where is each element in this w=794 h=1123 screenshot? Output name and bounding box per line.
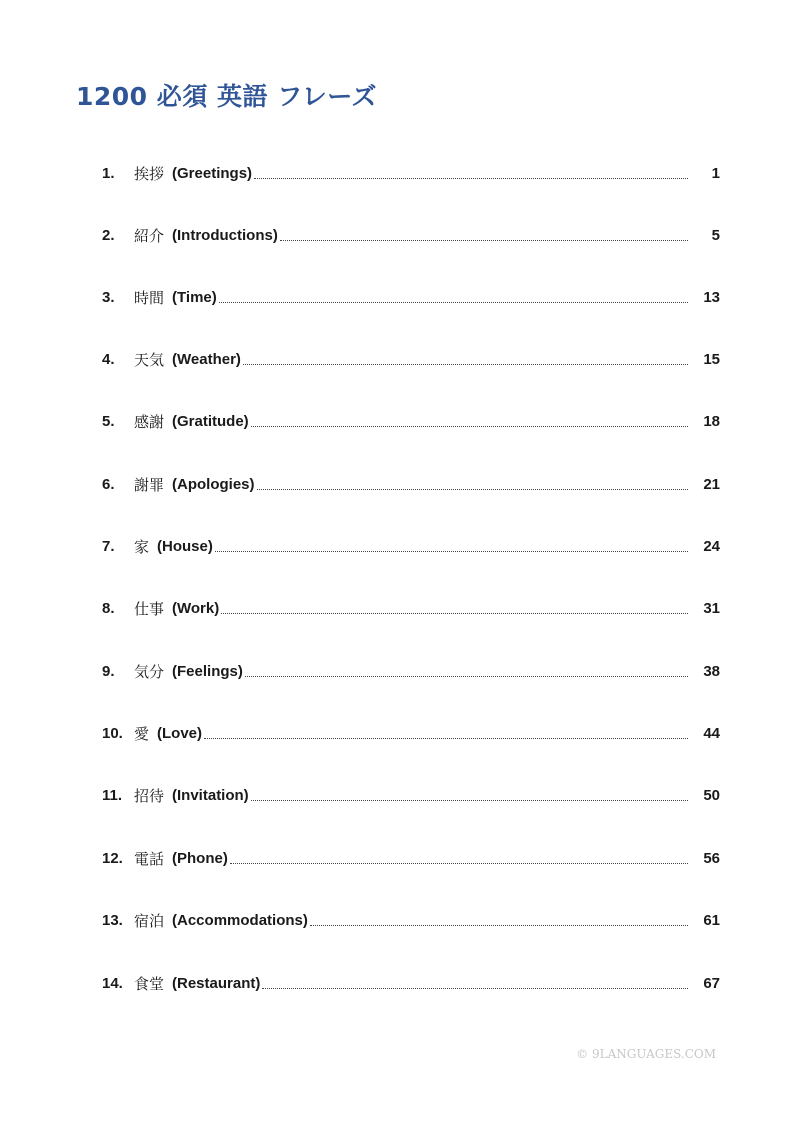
entry-japanese-title: 家 (134, 538, 150, 556)
entry-english-title: (House) (157, 538, 213, 555)
dot-leader (215, 550, 688, 552)
entry-number: 5. (102, 413, 115, 430)
entry-japanese-title: 謝罪 (134, 476, 165, 494)
entry-number: 2. (102, 227, 115, 244)
entry-page-number: 31 (703, 600, 720, 617)
dot-leader (262, 987, 688, 989)
dot-leader (230, 862, 688, 864)
entry-number: 13. (102, 912, 123, 929)
entry-english-title: (Phone) (172, 850, 228, 867)
entry-page-number: 67 (703, 975, 720, 992)
entry-english-title: (Restaurant) (172, 975, 261, 992)
entry-number: 11. (102, 787, 123, 804)
dot-leader (204, 737, 688, 739)
dot-leader (310, 924, 688, 926)
entry-number: 14. (102, 975, 123, 992)
dot-leader (219, 301, 688, 303)
toc-entry-restaurant[interactable] (102, 970, 720, 994)
entry-japanese-title: 食堂 (134, 975, 165, 993)
entry-english-title: (Accommodations) (172, 912, 308, 929)
entry-page-number: 50 (703, 787, 720, 804)
toc-entry-feelings[interactable] (102, 658, 720, 682)
entry-japanese-title: 紹介 (134, 227, 165, 245)
entry-number: 7. (102, 538, 115, 555)
dot-leader (221, 612, 688, 614)
entry-english-title: (Weather) (172, 351, 241, 368)
entry-page-number: 38 (703, 663, 720, 680)
toc-entry-accommodations[interactable] (102, 907, 720, 931)
entry-page-number: 56 (703, 850, 720, 867)
dot-leader (257, 488, 688, 490)
toc-entry-weather[interactable] (102, 346, 720, 370)
dot-leader (251, 799, 688, 801)
toc-entry-time[interactable] (102, 284, 720, 308)
toc-entry-introductions[interactable] (102, 222, 720, 246)
entry-page-number: 21 (703, 476, 720, 493)
entry-japanese-title: 時間 (134, 289, 165, 307)
entry-japanese-title: 天気 (134, 351, 165, 369)
dot-leader (254, 177, 688, 179)
entry-japanese-title: 愛 (134, 725, 150, 743)
entry-english-title: (Invitation) (172, 787, 249, 804)
toc-entry-gratitude[interactable] (102, 408, 720, 432)
entry-english-title: (Gratitude) (172, 413, 249, 430)
entry-page-number: 15 (703, 351, 720, 368)
entry-page-number: 24 (703, 538, 720, 555)
page-title: 1200 必須 英語 フレーズ (76, 82, 377, 111)
entry-page-number: 13 (703, 289, 720, 306)
entry-number: 1. (102, 165, 115, 182)
entry-number: 9. (102, 663, 115, 680)
toc-entry-greetings[interactable] (102, 160, 720, 184)
entry-english-title: (Introductions) (172, 227, 278, 244)
entry-page-number: 44 (703, 725, 720, 742)
entry-english-title: (Greetings) (172, 165, 253, 182)
entry-page-number: 1 (711, 165, 720, 182)
dot-leader (280, 239, 688, 241)
entry-number: 12. (102, 850, 123, 867)
entry-japanese-title: 挨拶 (134, 165, 165, 183)
toc-entry-house[interactable] (102, 533, 720, 557)
copyright-watermark: © 9LANGUAGES.COM (576, 1047, 716, 1061)
entry-page-number: 18 (703, 413, 720, 430)
dot-leader (251, 425, 688, 427)
entry-japanese-title: 感謝 (134, 413, 165, 431)
entry-number: 10. (102, 725, 123, 742)
toc-entry-phone[interactable] (102, 845, 720, 869)
entry-japanese-title: 招待 (134, 787, 165, 805)
dot-leader (243, 363, 688, 365)
entry-english-title: (Apologies) (172, 476, 255, 493)
entry-number: 6. (102, 476, 115, 493)
dot-leader (245, 675, 688, 677)
entry-english-title: (Love) (157, 725, 203, 742)
entry-english-title: (Work) (172, 600, 220, 617)
entry-english-title: (Time) (172, 289, 217, 306)
toc-entry-work[interactable] (102, 595, 720, 619)
toc-entry-invitation[interactable] (102, 782, 720, 806)
entry-english-title: (Feelings) (172, 663, 243, 680)
toc-entry-love[interactable] (102, 720, 720, 744)
entry-page-number: 5 (711, 227, 720, 244)
entry-page-number: 61 (703, 912, 720, 929)
entry-japanese-title: 電話 (134, 850, 165, 868)
entry-japanese-title: 宿泊 (134, 912, 165, 930)
toc-entry-apologies[interactable] (102, 471, 720, 495)
entry-japanese-title: 仕事 (134, 600, 165, 618)
entry-number: 8. (102, 600, 115, 617)
entry-number: 3. (102, 289, 115, 306)
entry-number: 4. (102, 351, 115, 368)
entry-japanese-title: 気分 (134, 663, 165, 681)
